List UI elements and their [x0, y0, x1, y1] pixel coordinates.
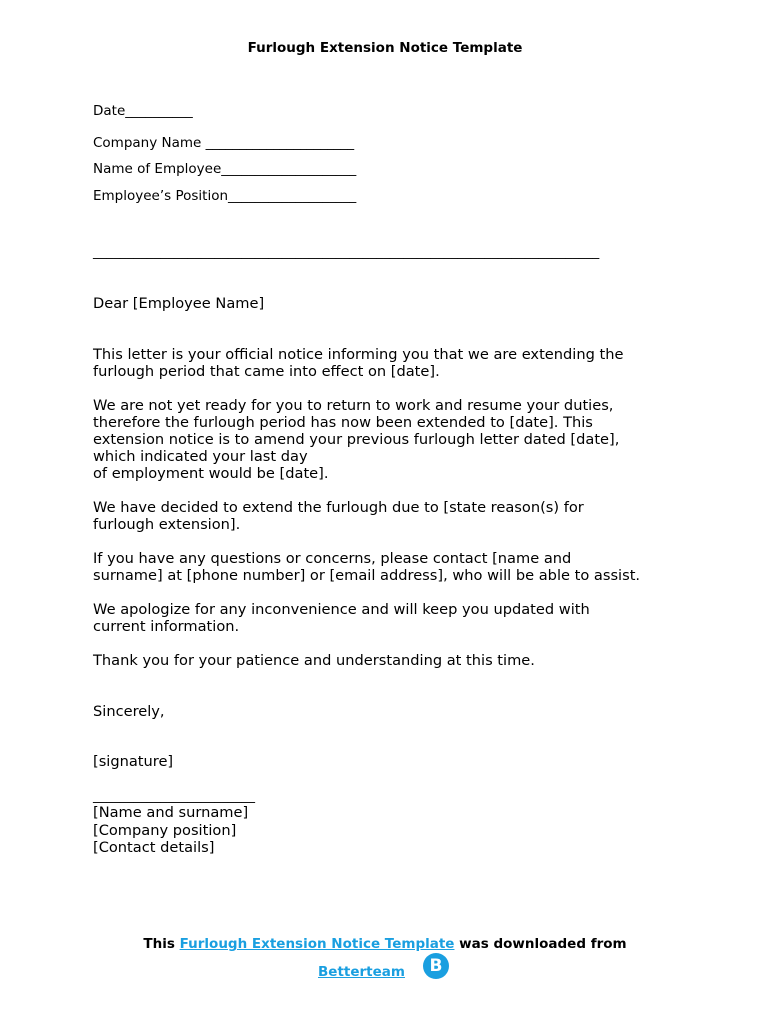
paragraph-extension-details: We are not yet ready for you to return to work and resume your duties, therefore the furlough period has now been extended to [date]. This extension notice is to amend your previous furlough letter dated [date], which indicated your last day of employment would be [date].: [93, 397, 620, 482]
signer-contact: [Contact details]: [93, 839, 215, 856]
employee-position-field: Employee’s Position___________________: [93, 188, 357, 204]
footer-prefix: This: [143, 936, 180, 952]
paragraph-contact: If you have any questions or concerns, please contact [name and surname] at [phone number] or [email address], who will be able to assist.: [93, 550, 641, 584]
footer-download-line: [0, 936, 770, 952]
signature-placeholder: [signature]: [93, 753, 174, 770]
betterteam-logo-icon[interactable]: B: [423, 953, 449, 979]
closing: Sincerely,: [93, 703, 165, 720]
paragraph-apology: We apologize for any inconvenience and will keep you updated with current information.: [93, 601, 590, 635]
salutation: Dear [Employee Name]: [93, 295, 265, 312]
document-title: Furlough Extension Notice Template: [247, 40, 523, 56]
template-link[interactable]: Furlough Extension Notice Template: [179, 936, 455, 952]
paragraph-reason: We have decided to extend the furlough due to [state reason(s) for furlough extension].: [93, 499, 584, 533]
paragraph-notice: This letter is your official notice informing you that we are extending the furlough period that came into effect on [date].: [93, 346, 624, 380]
signer-name: [Name and surname]: [93, 804, 249, 821]
separator-line: ___________________________________________________________________________: [93, 244, 600, 260]
betterteam-link[interactable]: Betterteam: [318, 964, 405, 980]
company-name-field: Company Name ______________________: [93, 135, 355, 151]
paragraph-thanks: Thank you for your patience and understanding at this time.: [93, 652, 535, 669]
footer-suffix: was downloaded from: [454, 936, 627, 952]
date-field: Date__________: [93, 103, 193, 119]
signature-line: ________________________: [93, 788, 255, 804]
signer-position: [Company position]: [93, 822, 237, 839]
footer-source: [318, 964, 405, 980]
employee-name-field: Name of Employee____________________: [93, 161, 357, 177]
